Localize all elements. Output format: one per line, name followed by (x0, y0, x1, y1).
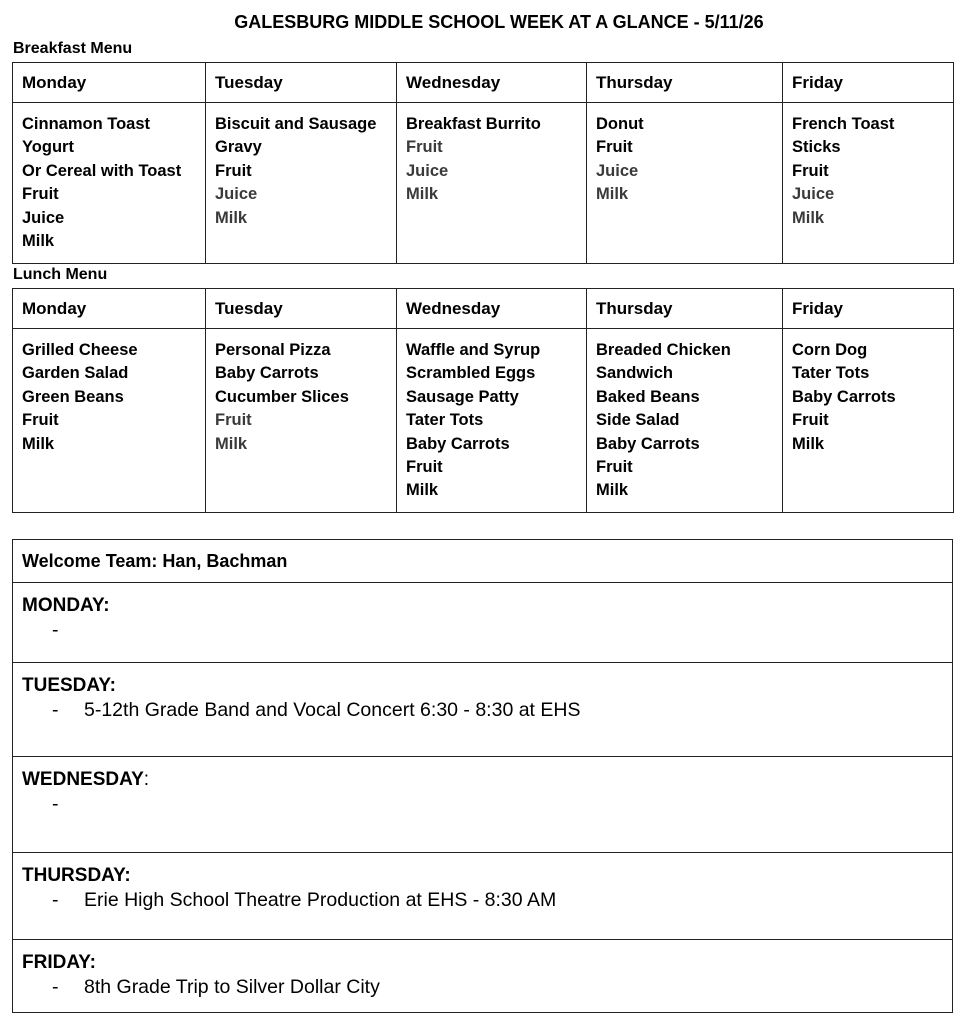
menu-item: Yogurt (22, 138, 74, 157)
menu-item: Gravy (215, 138, 262, 157)
menu-item: Milk (792, 208, 825, 227)
lunch-header-friday: Friday (783, 289, 954, 329)
breakfast-header-thursday: Thursday (587, 63, 783, 103)
lunch-cell-thursday (587, 329, 783, 513)
breakfast-header-wednesday: Wednesday (397, 63, 587, 103)
page-title: GALESBURG MIDDLE SCHOOL WEEK AT A GLANCE - 5/11/26 (234, 12, 764, 32)
menu-item: Juice (596, 161, 639, 180)
menu-item: Milk (22, 232, 55, 251)
event-line (22, 697, 943, 723)
menu-item: Or Cereal with Toast (22, 161, 182, 180)
event-day-wednesday (13, 757, 953, 853)
menu-item: Breaded Chicken (596, 341, 731, 359)
day-title: MONDAY: (22, 595, 110, 616)
menu-item: Fruit (792, 161, 829, 180)
event-text: 5-12th Grade Band and Vocal Concert 6:30 - 8:30 at EHS (84, 699, 581, 721)
bullet-dash: - (52, 976, 59, 998)
menu-item: Fruit (215, 161, 252, 180)
menu-item: Cinnamon Toast (22, 115, 151, 133)
menu-item: Juice (22, 208, 65, 227)
menu-item: Juice (792, 185, 835, 204)
menu-item: Donut (596, 115, 644, 133)
lunch-header-monday: Monday (13, 289, 206, 329)
lunch-cell-tuesday (206, 329, 397, 513)
breakfast-menu-table (12, 62, 954, 264)
lunch-header-tuesday: Tuesday (206, 289, 397, 329)
menu-item: Biscuit and Sausage (215, 115, 377, 133)
lunch-menu-table (12, 288, 954, 513)
day-title: THURSDAY: (22, 865, 131, 886)
menu-item: Baby Carrots (215, 364, 319, 383)
event-line (22, 974, 943, 1000)
breakfast-header-friday: Friday (783, 63, 954, 103)
menu-item: Grilled Cheese (22, 341, 138, 359)
event-line (22, 887, 943, 913)
event-day-thursday (13, 853, 953, 940)
lunch-menu-label: Lunch Menu (13, 266, 108, 283)
breakfast-cell-friday (783, 103, 954, 264)
menu-item: Fruit (406, 138, 443, 157)
event-line (22, 791, 943, 817)
breakfast-header-monday: Monday (13, 63, 206, 103)
menu-item: French Toast (792, 115, 895, 133)
menu-item: Milk (215, 208, 248, 227)
day-title: TUESDAY: (22, 675, 116, 696)
menu-item: Personal Pizza (215, 341, 331, 359)
lunch-cell-friday (783, 329, 954, 513)
bullet-dash: - (52, 619, 59, 641)
breakfast-cell-tuesday (206, 103, 397, 264)
menu-item: Fruit (596, 458, 633, 477)
menu-item: Milk (596, 481, 629, 500)
menu-item: Corn Dog (792, 341, 868, 359)
menu-item: Baked Beans (596, 387, 700, 406)
menu-item: Fruit (215, 411, 252, 430)
event-day-monday (13, 583, 953, 663)
breakfast-menu-label: Breakfast Menu (13, 40, 133, 57)
day-title-text: WEDNESDAY (22, 769, 144, 790)
menu-item: Milk (215, 434, 248, 453)
menu-item: Fruit (22, 411, 59, 430)
breakfast-cell-thursday (587, 103, 783, 264)
menu-item: Green Beans (22, 387, 124, 406)
events-table (12, 539, 953, 1013)
menu-item: Baby Carrots (792, 387, 896, 406)
menu-item: Milk (596, 185, 629, 204)
menu-item: Breakfast Burrito (406, 115, 541, 133)
event-text: Erie High School Theatre Production at EHS - 8:30 AM (84, 889, 557, 911)
menu-item: Baby Carrots (596, 434, 700, 453)
menu-item: Fruit (406, 458, 443, 477)
menu-item: Garden Salad (22, 364, 129, 383)
day-title-colon: : (143, 769, 150, 790)
day-title (22, 768, 943, 791)
menu-item: Fruit (792, 411, 829, 430)
menu-item: Baby Carrots (406, 434, 510, 453)
menu-item: Side Salad (596, 411, 680, 430)
menu-item: Sandwich (596, 364, 674, 383)
event-day-friday (13, 940, 953, 1013)
event-line (22, 617, 943, 643)
menu-item: Milk (406, 185, 439, 204)
menu-item: Sausage Patty (406, 387, 519, 406)
menu-item: Fruit (22, 185, 59, 204)
event-text: 8th Grade Trip to Silver Dollar City (84, 976, 380, 998)
day-title: FRIDAY: (22, 952, 96, 973)
breakfast-cell-wednesday (397, 103, 587, 264)
menu-item: Milk (792, 434, 825, 453)
breakfast-header-tuesday: Tuesday (206, 63, 397, 103)
menu-item: Cucumber Slices (215, 387, 349, 406)
welcome-team: Welcome Team: Han, Bachman (13, 540, 953, 583)
menu-item: Tater Tots (406, 411, 484, 430)
breakfast-cell-monday (13, 103, 206, 264)
menu-item: Milk (22, 434, 55, 453)
lunch-header-wednesday: Wednesday (397, 289, 587, 329)
bullet-dash: - (52, 793, 59, 815)
bullet-dash: - (52, 889, 59, 911)
menu-item: Sticks (792, 138, 841, 157)
menu-item: Tater Tots (792, 364, 870, 383)
menu-item: Waffle and Syrup (406, 341, 541, 359)
menu-item: Juice (406, 161, 449, 180)
lunch-cell-wednesday (397, 329, 587, 513)
lunch-cell-monday (13, 329, 206, 513)
bullet-dash: - (52, 699, 59, 721)
menu-item: Fruit (596, 138, 633, 157)
menu-item: Scrambled Eggs (406, 364, 536, 383)
menu-item: Milk (406, 481, 439, 500)
menu-item: Juice (215, 185, 258, 204)
event-day-tuesday (13, 663, 953, 757)
lunch-header-thursday: Thursday (587, 289, 783, 329)
